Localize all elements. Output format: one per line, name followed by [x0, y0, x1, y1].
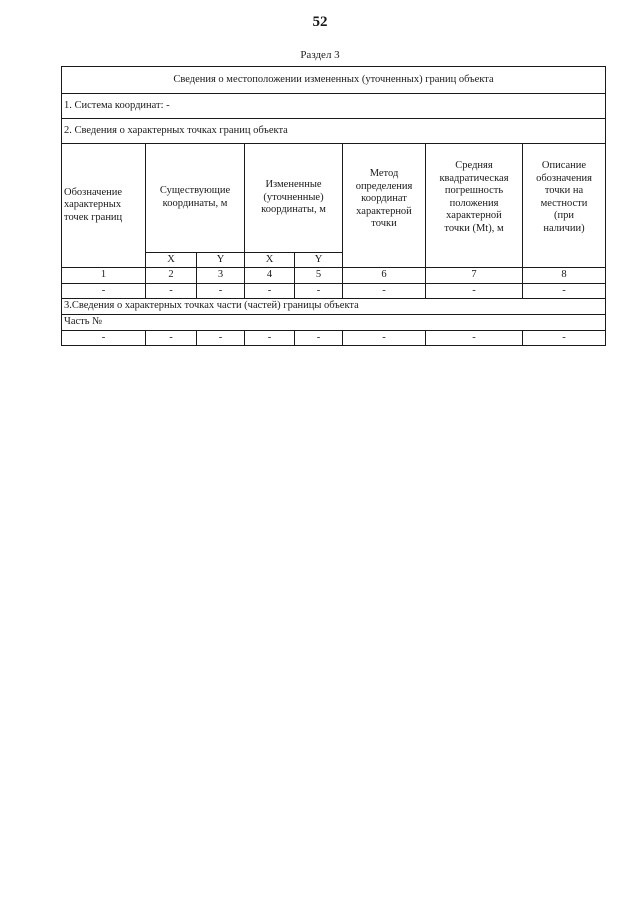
header-existing-coordinates: Существующие координаты, м: [146, 144, 245, 253]
points-heading-row: [62, 119, 606, 144]
table-cell: -: [295, 284, 343, 299]
part-label: Часть №: [62, 315, 606, 331]
column-number: 2: [146, 268, 197, 284]
points-heading: 2. Сведения о характерных точках границ объекта: [62, 119, 606, 144]
header-designation: Обозначение характерных точек границ: [62, 144, 146, 268]
subheader-changed-x: X: [245, 253, 295, 268]
header-error: Средняя квадратическая погрешность положения характерной точки (Mt), м: [426, 144, 523, 268]
column-number: 7: [426, 268, 523, 284]
header-changed-coordinates: Измененные (уточненные) координаты, м: [245, 144, 343, 253]
table-cell: -: [343, 331, 426, 346]
header-method: Метод определения координат характерной точки: [343, 144, 426, 268]
column-number: 8: [523, 268, 606, 284]
boundary-table: [61, 66, 606, 346]
subheader-existing-x: X: [146, 253, 197, 268]
column-number: 1: [62, 268, 146, 284]
parts-heading: 3.Сведения о характерных точках части (частей) границы объекта: [62, 299, 606, 315]
table-cell: -: [343, 284, 426, 299]
table-cell: -: [146, 331, 197, 346]
table-cell: -: [426, 331, 523, 346]
table-cell: -: [523, 331, 606, 346]
table-cell: -: [295, 331, 343, 346]
table-cell: -: [245, 284, 295, 299]
table-cell: -: [426, 284, 523, 299]
column-number: 3: [197, 268, 245, 284]
subheader-existing-y: Y: [197, 253, 245, 268]
table-title-row: [62, 67, 606, 94]
subheader-changed-y: Y: [295, 253, 343, 268]
table-row: [62, 284, 606, 299]
table-cell: -: [146, 284, 197, 299]
table-cell: -: [62, 284, 146, 299]
table-cell: -: [62, 331, 146, 346]
parts-heading-row: [62, 299, 606, 315]
table-cell: -: [523, 284, 606, 299]
coordinate-system: 1. Система координат: -: [62, 94, 606, 119]
column-number-row: [62, 268, 606, 284]
page-number: 52: [312, 14, 328, 30]
column-number: 6: [343, 268, 426, 284]
column-number: 5: [295, 268, 343, 284]
column-number: 4: [245, 268, 295, 284]
table-row: [62, 331, 606, 346]
table-cell: -: [197, 284, 245, 299]
table-title: Сведения о местоположении измененных (уточненных) границ объекта: [62, 67, 606, 94]
coordinate-system-row: [62, 94, 606, 119]
header-description: Описание обозначения точки на местности (при наличии): [523, 144, 606, 268]
table-cell: -: [197, 331, 245, 346]
column-header-row: [62, 144, 606, 253]
part-label-row: [62, 315, 606, 331]
section-label: Раздел 3: [300, 49, 340, 61]
table-cell: -: [245, 331, 295, 346]
